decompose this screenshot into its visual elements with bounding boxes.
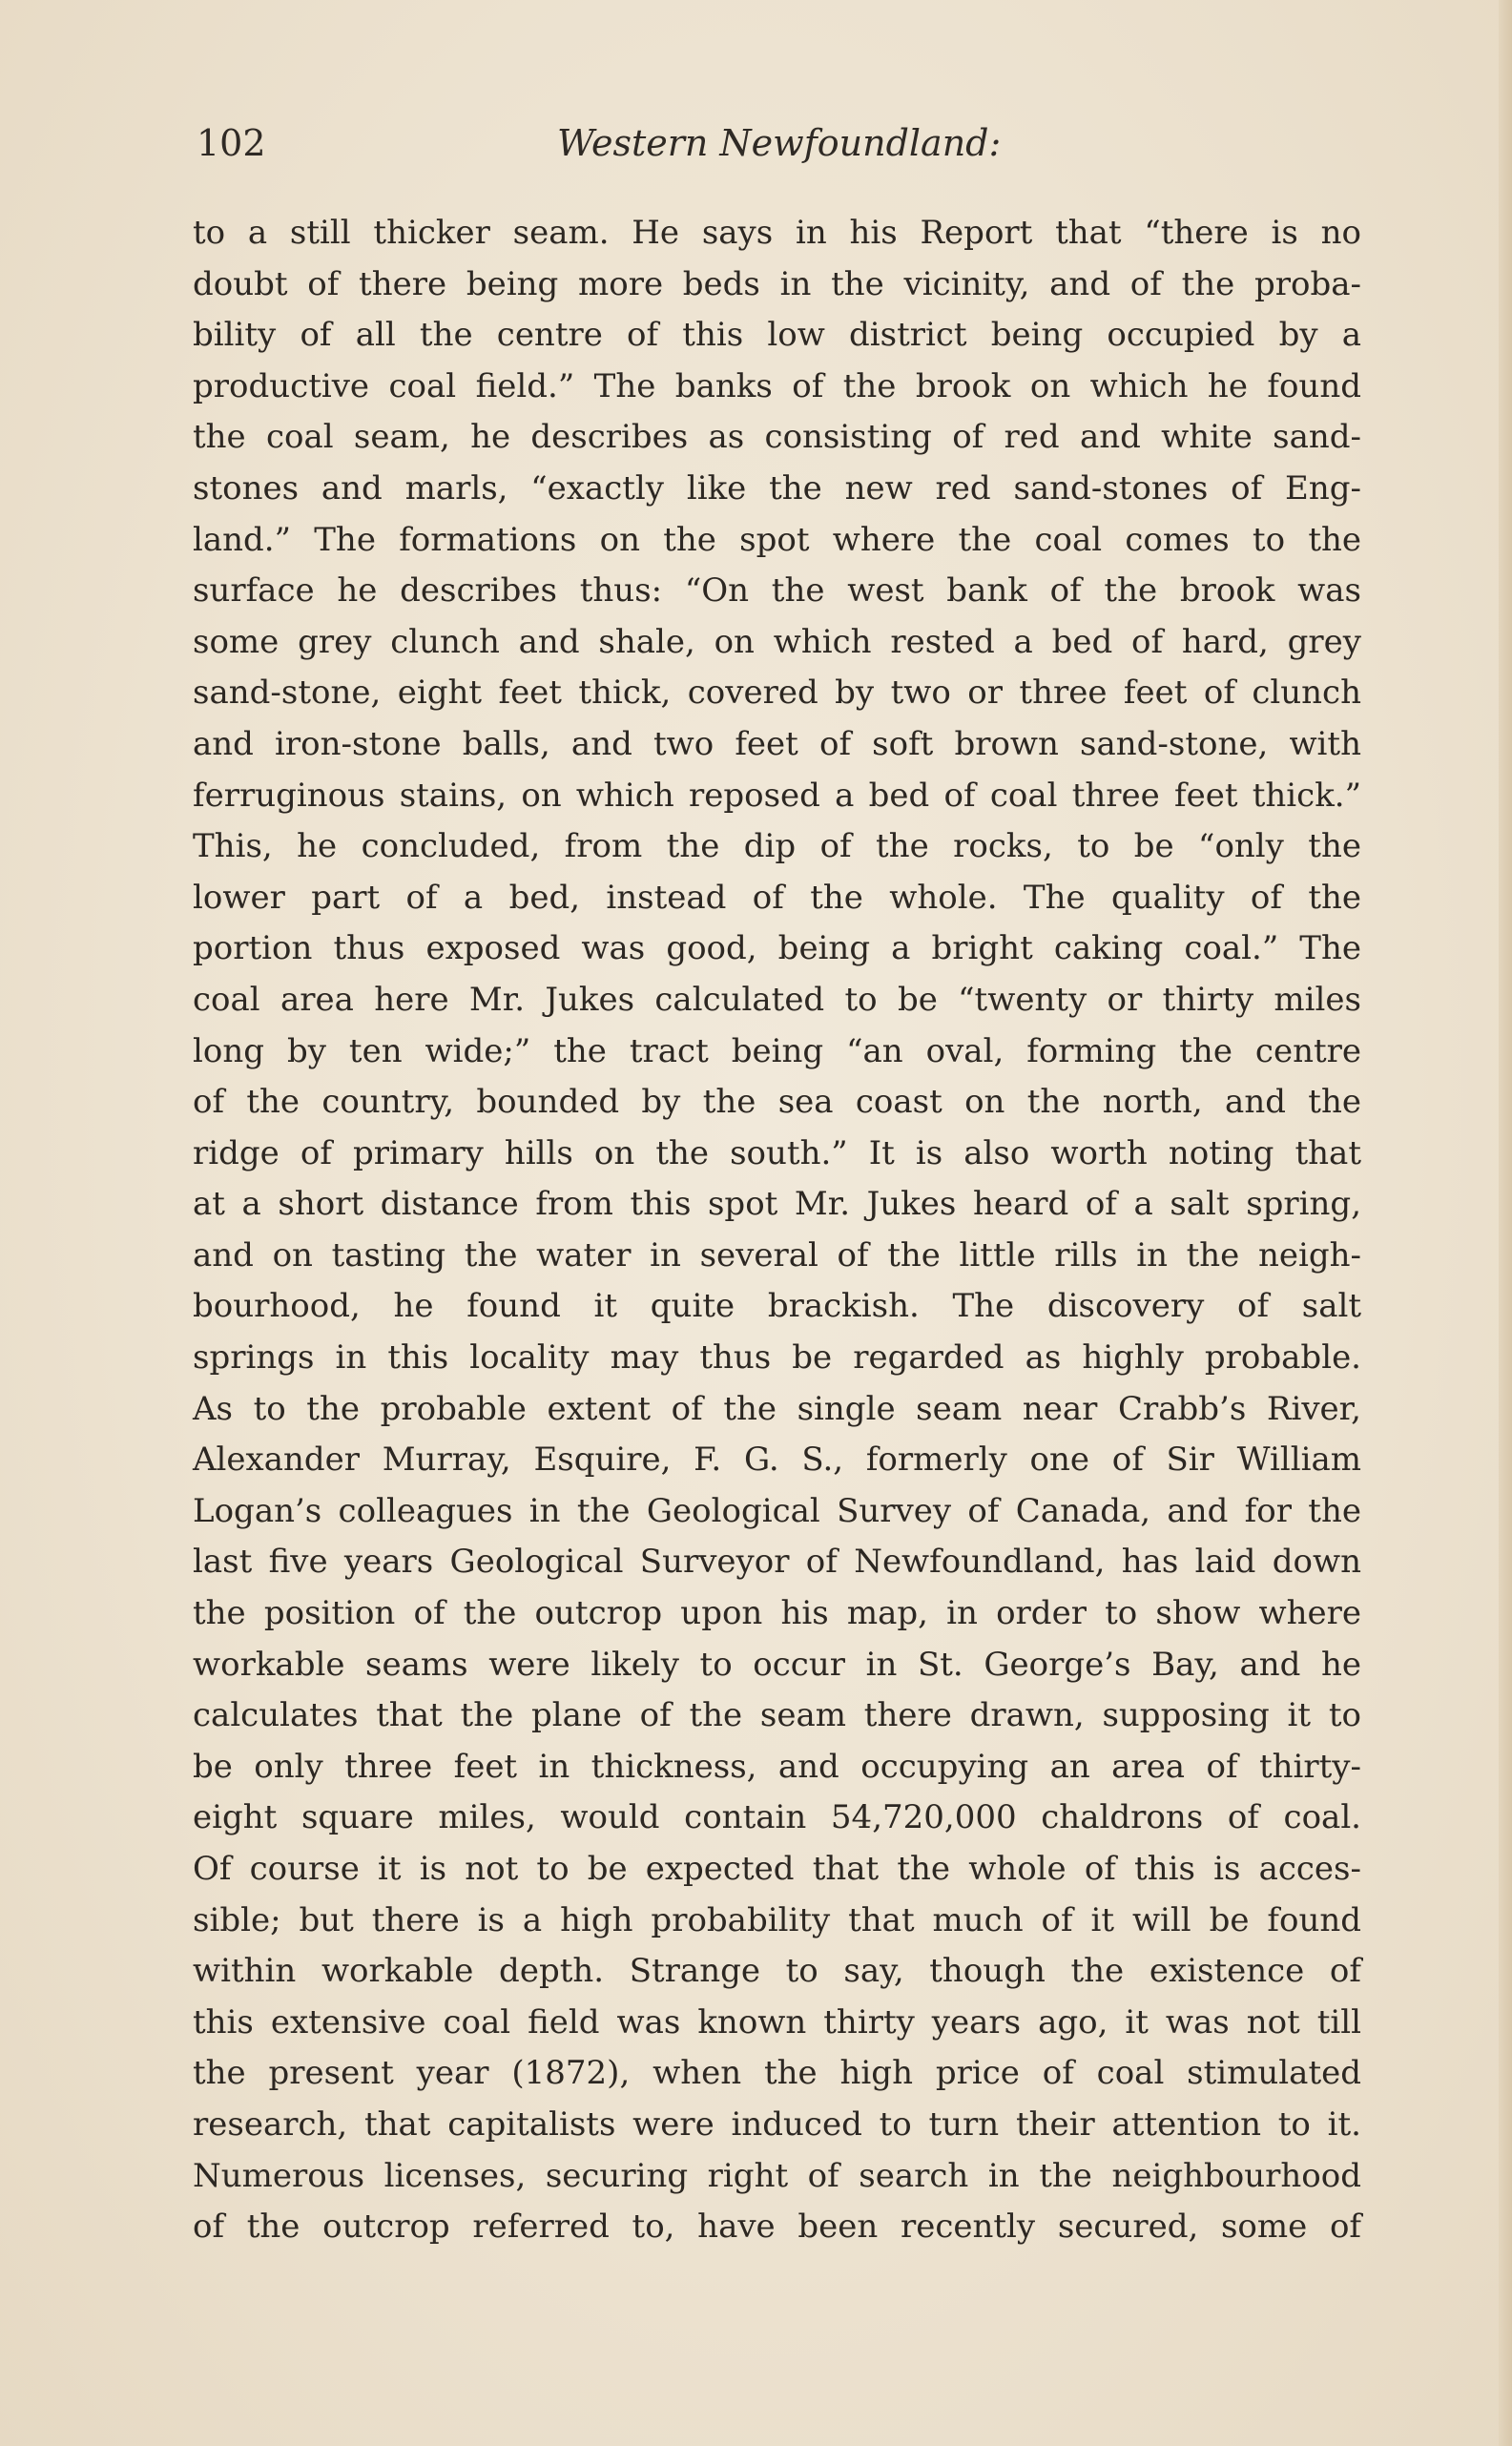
- text-line: of the country, bounded by the sea coast on the north, and the: [193, 1083, 1361, 1122]
- page-header: [197, 116, 1360, 174]
- text-line: lower part of a bed, instead of the whole. The quality of the: [193, 878, 1361, 917]
- text-line: sand-stone, eight feet thick, covered by two or three feet of clunch: [193, 674, 1361, 713]
- text-line: springs in this locality may thus be regarded as highly probable.: [193, 1338, 1361, 1378]
- text-line: doubt of there being more beds in the vicinity, and of the proba-: [193, 264, 1361, 303]
- text-line: bourhood, he found it quite brackish. The discovery of salt: [193, 1287, 1361, 1326]
- text-line: coal area here Mr. Jukes calculated to be “twenty or thirty miles: [193, 980, 1361, 1019]
- text-line: research, that capitalists were induced to turn their attention to it.: [193, 2104, 1361, 2144]
- text-line: productive coal field.” The banks of the brook on which he found: [193, 366, 1361, 405]
- text-line: Numerous licenses, securing right of search in the neighbourhood: [193, 2156, 1361, 2195]
- text-line: some grey clunch and shale, on which rested a bed of hard, grey: [193, 622, 1361, 661]
- text-line: Logan’s colleagues in the Geological Survey of Canada, and for the: [193, 1491, 1361, 1530]
- text-line: the position of the outcrop upon his map, in order to show where: [193, 1594, 1361, 1633]
- text-line: calculates that the plane of the seam there drawn, supposing it to: [193, 1696, 1361, 1735]
- text-line: ferruginous stains, on which reposed a bed of coal three feet thick.”: [193, 776, 1361, 815]
- text-line: bility of all the centre of this low district being occupied by a: [193, 316, 1361, 355]
- text-line: within workable depth. Strange to say, though the existence of: [193, 1952, 1361, 1991]
- text-line: This, he concluded, from the dip of the rocks, to be “only the: [193, 827, 1361, 866]
- text-line: stones and marls, “exactly like the new red sand-stones of Eng-: [193, 468, 1361, 508]
- text-line: to a still thicker seam. He says in his Report that “there is no: [193, 214, 1361, 252]
- text-line: As to the probable extent of the single seam near Crabb’s River,: [193, 1389, 1361, 1428]
- text-line: and on tasting the water in several of the little rills in the neigh-: [193, 1235, 1361, 1275]
- text-line: Of course it is not to be expected that the whole of this is acces-: [193, 1850, 1361, 1888]
- text-line: eight square miles, would contain 54,720,000 chaldrons of coal.: [193, 1798, 1361, 1837]
- text-line: and iron-stone balls, and two feet of soft brown sand-stone, with: [193, 724, 1361, 763]
- text-line: sible; but there is a high probability that much of it will be found: [193, 1900, 1361, 1939]
- text-line: of the outcrop referred to, have been recently secured, some of: [193, 2208, 1361, 2247]
- running-title: Western Newfoundland:: [557, 122, 1002, 164]
- body-text: [193, 208, 1361, 2253]
- text-line: at a short distance from this spot Mr. Jukes heard of a salt spring,: [193, 1185, 1361, 1224]
- text-line: be only three feet in thickness, and occupying an area of thirty-: [193, 1747, 1361, 1786]
- page-number: 102: [197, 122, 266, 164]
- text-line: Alexander Murray, Esquire, F. G. S., formerly one of Sir William: [193, 1441, 1361, 1480]
- text-line: surface he describes thus: “On the west bank of the brook was: [193, 571, 1361, 611]
- text-line: portion thus exposed was good, being a bright caking coal.” The: [193, 929, 1361, 968]
- page-edge: [1499, 0, 1512, 2446]
- text-line: land.” The formations on the spot where the coal comes to the: [193, 520, 1361, 559]
- text-line: this extensive coal field was known thirty years ago, it was not till: [193, 2002, 1361, 2042]
- text-line: workable seams were likely to occur in St. George’s Bay, and he: [193, 1645, 1361, 1684]
- text-line: the present year (1872), when the high price of coal stimulated: [193, 2054, 1361, 2093]
- text-line: last five years Geological Surveyor of Newfoundland, has laid down: [193, 1543, 1361, 1582]
- text-line: the coal seam, he describes as consisting of red and white sand-: [193, 418, 1361, 457]
- text-line: ridge of primary hills on the south.” It is also worth noting that: [193, 1133, 1361, 1172]
- text-line: long by ten wide;” the tract being “an oval, forming the centre: [193, 1031, 1361, 1070]
